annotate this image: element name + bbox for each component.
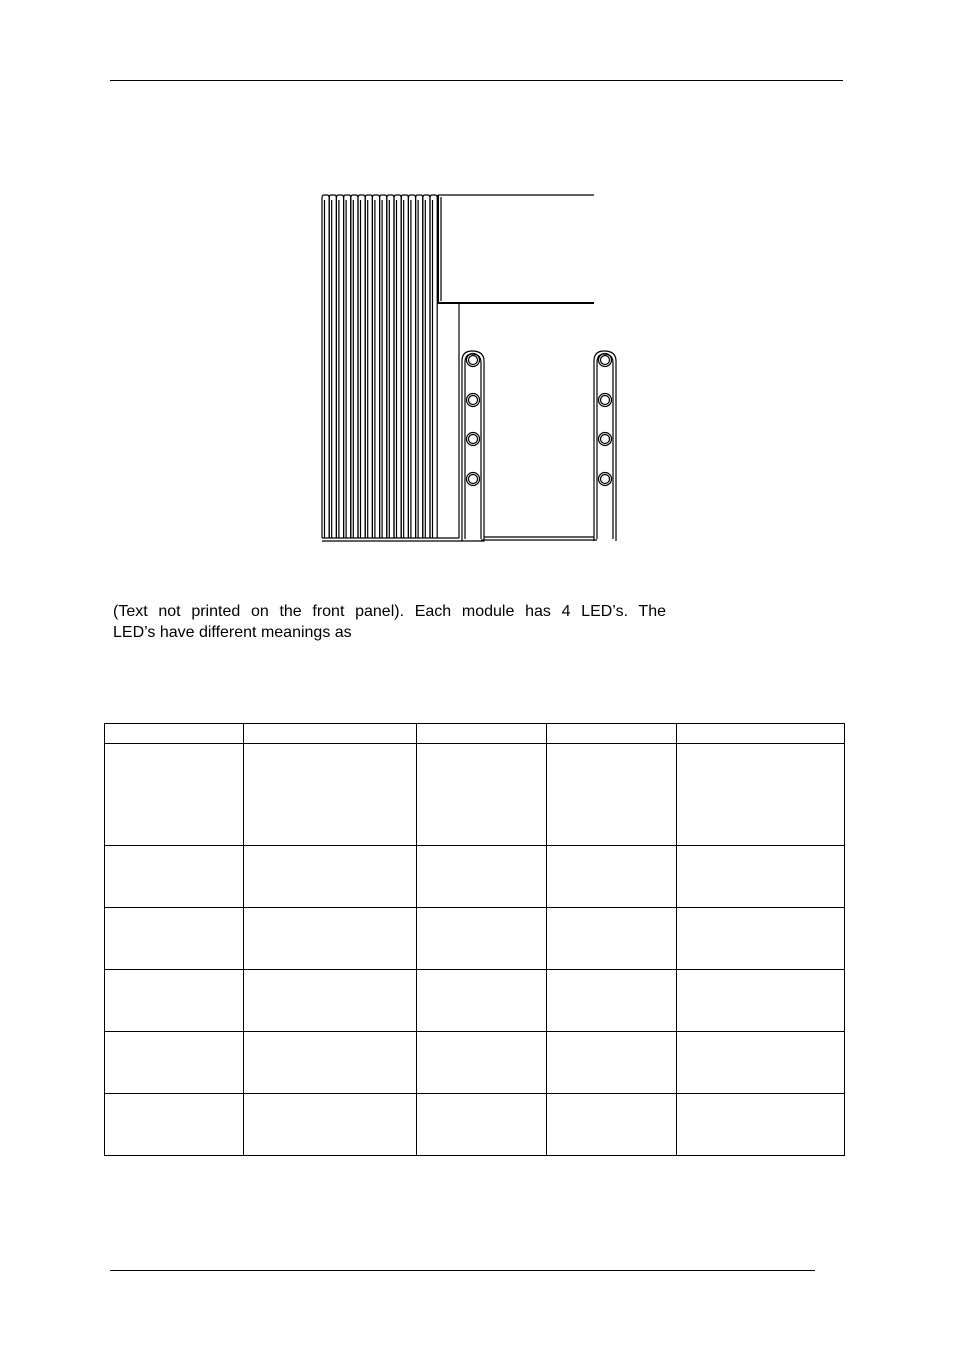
led-indicator-inner (469, 435, 478, 444)
table-row (105, 908, 845, 970)
heatsink-fin (401, 195, 408, 538)
led-indicator-inner (469, 356, 478, 365)
header-rule (110, 80, 843, 81)
heatsink-fin (322, 195, 329, 538)
led-group-right (599, 354, 612, 486)
table-header-cell (244, 724, 417, 744)
table-cell (677, 908, 845, 970)
table-cell (417, 846, 547, 908)
led-description (113, 601, 666, 643)
table-cell (417, 744, 547, 846)
table-cell (677, 744, 845, 846)
heatsink-fin (372, 195, 379, 538)
table-row (105, 970, 845, 1032)
heatsink-fin (358, 195, 365, 538)
table-cell (417, 970, 547, 1032)
led-group-left (467, 354, 480, 486)
table-cell (244, 846, 417, 908)
table-row (105, 744, 845, 846)
heatsink-fin (423, 195, 430, 538)
heatsink-fin (416, 195, 423, 538)
table-header-cell (547, 724, 677, 744)
table-cell (547, 1032, 677, 1094)
table-cell (547, 846, 677, 908)
table-cell (417, 1094, 547, 1156)
table-cell (677, 1094, 845, 1156)
heatsink-fin (394, 195, 401, 538)
led-meaning-table (104, 723, 845, 1156)
table-cell (417, 908, 547, 970)
table-cell (677, 1032, 845, 1094)
heatsink-fin (344, 195, 351, 538)
footer-rule (110, 1270, 815, 1271)
heatsink-fin (380, 195, 387, 538)
led-description-line-1: (Text not printed on the front panel). Each module has 4 LED’s. The (113, 603, 666, 620)
led-description-line-2: LED’s have different meanings as (113, 624, 352, 641)
heatsink-fin (365, 195, 372, 538)
led-module-right-inner (597, 354, 613, 539)
table-cell (547, 970, 677, 1032)
table-header-cell (677, 724, 845, 744)
table-cell (547, 744, 677, 846)
heatsink-fin (387, 195, 394, 538)
heatsink-fin (329, 195, 336, 538)
table-cell (105, 744, 244, 846)
heatsink-fin (430, 195, 437, 538)
table-row (105, 1032, 845, 1094)
table-cell (677, 970, 845, 1032)
led-indicator-inner (601, 396, 610, 405)
led-indicator-inner (469, 396, 478, 405)
led-indicator-inner (469, 475, 478, 484)
table-cell (105, 846, 244, 908)
led-indicator-inner (601, 475, 610, 484)
table-cell (105, 1094, 244, 1156)
table-cell (244, 1032, 417, 1094)
table-cell (547, 908, 677, 970)
table-cell (244, 1094, 417, 1156)
table-header-cell (417, 724, 547, 744)
table-cell (105, 1032, 244, 1094)
table-cell (105, 908, 244, 970)
table-header-row (105, 724, 845, 744)
table-cell (244, 908, 417, 970)
table-cell (417, 1032, 547, 1094)
table-cell (547, 1094, 677, 1156)
table-row (105, 1094, 845, 1156)
table-cell (677, 846, 845, 908)
display-window (438, 195, 594, 303)
table-header-cell (105, 724, 244, 744)
heatsink-fin (351, 195, 358, 538)
heatsink-fin (408, 195, 415, 538)
led-module-left-inner (465, 354, 481, 539)
heatsink-fin (336, 195, 343, 538)
front-panel-drawing (310, 185, 630, 550)
table-cell (244, 744, 417, 846)
front-panel-svg (310, 185, 630, 550)
led-indicator-inner (601, 356, 610, 365)
table-cell (244, 970, 417, 1032)
led-indicator-inner (601, 435, 610, 444)
table-row (105, 846, 845, 908)
table-cell (105, 970, 244, 1032)
